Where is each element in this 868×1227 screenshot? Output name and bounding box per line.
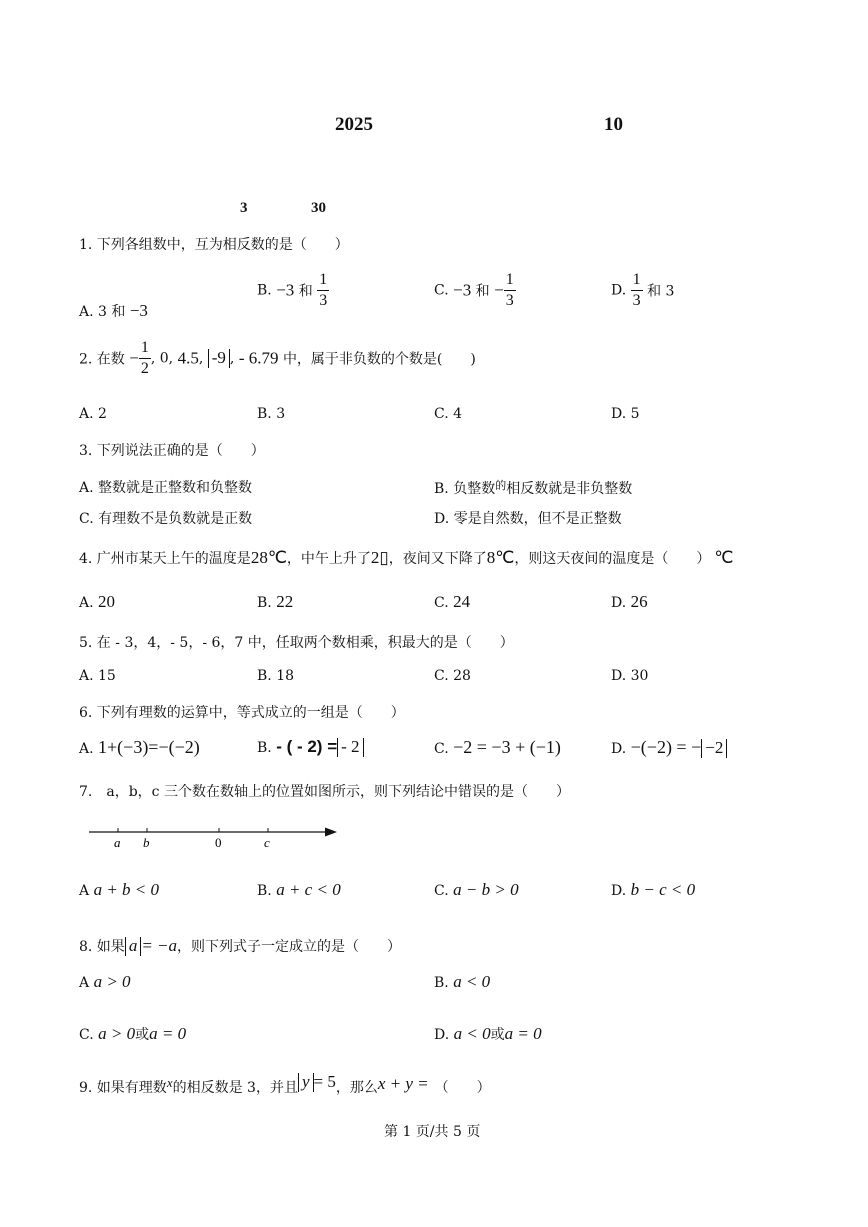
q4-temp-28: 28℃ — [250, 548, 287, 567]
number-line-figure — [85, 818, 345, 852]
q1-option-d — [611, 272, 674, 309]
q8-stem — [79, 936, 401, 956]
q6-b-left: - ( - 2) = — [276, 737, 338, 756]
q8-option-d: D. a < 0或a = 0 — [434, 1024, 542, 1043]
q8-prefix: 8. 如果 — [79, 939, 125, 955]
q9-prefix: 9. 如果有理数 — [79, 1080, 167, 1096]
q2-suffix: 中，属于非负数的个数是( ) — [282, 351, 476, 368]
q1-option-c — [434, 272, 516, 309]
q1-d-label: D. — [611, 282, 627, 299]
q7-stem: 7. a，b，c 三个数在数轴上的位置如图所示，则下列结论中错误的是（ ） — [79, 784, 570, 800]
q6-option-a: A. 1+(−3)=−(−2) — [79, 737, 200, 757]
q4-text4: ，则这天夜间的温度是（ ） — [514, 551, 711, 567]
q6-d-abs: −2 — [701, 739, 727, 758]
q6-stem: 6. 下列有理数的运算中，等式成立的一组是（ ） — [79, 705, 405, 721]
q2-neg: − — [129, 348, 139, 368]
q8-eq: = −a — [141, 936, 178, 955]
q6-a-expr: 1+(−3)=−(−2) — [98, 737, 200, 757]
label-zero: 0 — [215, 835, 222, 850]
q2-stem — [79, 340, 476, 377]
page-footer: 第 1 页/共 5 页 — [384, 1124, 481, 1140]
q4-unit: ℃ — [714, 548, 734, 567]
q3-b-text2: 相反数就是非负整数 — [506, 481, 633, 497]
q9-text2: ，那么 — [335, 1080, 378, 1096]
q8-suffix: ，则下列式子一定成立的是（ ） — [177, 939, 402, 955]
q9-expr: x + y = — [377, 1074, 429, 1093]
q8-d-expr2: a = 0 — [504, 1024, 542, 1043]
q1-b-label: B. — [257, 282, 272, 299]
q6-c-expr: −2 = −3 + (−1) — [453, 737, 561, 757]
q7-option-c: C. a − b > 0 — [434, 880, 519, 899]
q2-abs-value: -9 — [208, 349, 230, 368]
q9-abs: y — [298, 1073, 314, 1092]
q6-option-b: B. - ( - 2) = - 2 — [257, 737, 364, 757]
label-a: a — [114, 835, 121, 850]
q8-option-c: C. a > 0或a = 0 — [79, 1024, 187, 1043]
q4-option-b: B. 22 — [257, 592, 294, 611]
q4-option-d: D. 26 — [611, 592, 648, 611]
q1-stem: 1. 下列各组数中，互为相反数的是（ ） — [79, 237, 349, 253]
q4-temp-2: 2▯ — [370, 548, 389, 567]
arrow-head-icon — [325, 828, 337, 837]
q9-stem — [79, 1072, 491, 1097]
q1-b-value: −3 — [276, 280, 295, 300]
q2-prefix: 2. 在数 — [79, 351, 125, 368]
q7-option-a: A a + b < 0 — [79, 880, 160, 899]
q7-option-d: D. b − c < 0 — [611, 880, 696, 899]
q8-c-expr1: a > 0 — [98, 1024, 136, 1043]
q2-option-c: C. 4 — [434, 406, 463, 422]
q1-c-fraction: $\frac{1}{3}$ — [505, 271, 514, 309]
q3-option-c: C. 有理数不是负数就是正数 — [79, 511, 253, 527]
q8-d-or: 或 — [490, 1027, 505, 1043]
q4-option-c: C. 24 — [434, 592, 471, 611]
label-c: c — [264, 835, 270, 850]
q8-c-or: 或 — [135, 1027, 150, 1043]
q4-option-a: A. 20 — [79, 592, 116, 611]
q1-c-neg: − — [494, 280, 504, 300]
q6-option-d: D. −(−2) = − −2 — [611, 737, 727, 758]
q4-text1: 4. 广州市某天上午的温度是 — [79, 551, 251, 567]
q1-c-label: C. — [434, 282, 449, 299]
q3-option-b — [434, 477, 632, 498]
q2-option-b: B. 3 — [257, 406, 286, 422]
q1-c-value: −3 — [453, 280, 472, 300]
q3-b-text1: B. 负整数 — [434, 481, 496, 497]
q5-option-a: A. 15 — [79, 668, 116, 684]
q1-option-b — [257, 272, 329, 309]
q5-option-d: D. 30 — [611, 668, 649, 684]
q4-text2: ，中午上升了 — [286, 551, 371, 567]
q1-option-a — [79, 301, 148, 321]
q4-c-value: 24 — [453, 592, 471, 611]
label-b: b — [143, 835, 150, 850]
q2-option-d: D. 5 — [611, 406, 640, 422]
q3-stem: 3. 下列说法正确的是（ ） — [79, 443, 265, 459]
q6-b-abs: - 2 — [337, 738, 363, 757]
q8-option-b: B. a < 0 — [434, 972, 491, 991]
q9-suffix: （ ） — [434, 1080, 491, 1096]
q6-d-left: −(−2) = − — [630, 737, 702, 757]
q6-option-c: C. −2 = −3 + (−1) — [434, 737, 561, 757]
q1-d-tail: 和 3 — [647, 283, 675, 300]
q3-option-a: A. 整数就是正整数和负整数 — [79, 480, 253, 496]
q4-d-value: 26 — [630, 592, 648, 611]
q2-fraction: $\frac{1}{2}$ — [140, 339, 149, 377]
title-year: 2025 — [335, 114, 373, 135]
q2-value-6-79: - 6.79 — [238, 348, 279, 368]
q5-option-b: B. 18 — [257, 668, 295, 684]
q2-sep1: , 0, — [150, 350, 174, 367]
q7-a-expr: a + b < 0 — [93, 880, 160, 899]
q7-b-expr: a + c < 0 — [276, 880, 341, 899]
q8-option-a: A a > 0 — [79, 972, 131, 991]
q8-c-expr2: a = 0 — [149, 1024, 187, 1043]
q5-stem: 5. 在 - 3，4，- 5，- 6，7 中，任取两个数相乘，积最大的是（ ） — [79, 635, 514, 651]
q2-option-a: A. 2 — [79, 406, 107, 422]
q1-b-fraction: $\frac{1}{3}$ — [319, 271, 328, 309]
q3-b-de: 的 — [495, 479, 507, 492]
q9-eq: = 5 — [313, 1072, 336, 1091]
q4-text3: ，夜间又下降了 — [388, 551, 487, 567]
q7-d-expr: b − c < 0 — [630, 880, 696, 899]
q8-abs: a — [125, 937, 142, 956]
q1-a-value: −3 — [129, 301, 148, 320]
section-per-score: 3 — [240, 200, 248, 216]
q9-mid: 的相反数是 3，并且 — [172, 1080, 298, 1096]
q9-x: x — [166, 1075, 173, 1090]
q4-a-value: 20 — [98, 592, 116, 611]
section-total-score: 30 — [311, 200, 326, 216]
q1-c-he: 和 — [475, 283, 490, 300]
q2-value-4-5: 4.5 — [177, 348, 199, 368]
q4-b-value: 22 — [276, 592, 294, 611]
q1-a-label: A. 3 和 — [79, 304, 126, 320]
q1-b-he: 和 — [298, 283, 313, 300]
q1-d-fraction: $\frac{1}{3}$ — [632, 271, 641, 309]
q2-sep2: , — [198, 350, 204, 367]
q7-c-expr: a − b > 0 — [453, 880, 519, 899]
q3-option-d: D. 零是自然数，但不是正整数 — [434, 511, 622, 527]
q8-b-expr: a < 0 — [453, 972, 491, 991]
q8-a-expr: a > 0 — [93, 972, 131, 991]
q5-option-c: C. 28 — [434, 668, 471, 684]
q7-option-b: B. a + c < 0 — [257, 880, 341, 899]
q4-stem — [79, 548, 733, 568]
q2-sep3: , — [229, 350, 235, 367]
q4-temp-8: 8℃ — [486, 548, 515, 567]
q8-d-expr1: a < 0 — [453, 1024, 491, 1043]
title-month: 10 — [604, 114, 623, 135]
